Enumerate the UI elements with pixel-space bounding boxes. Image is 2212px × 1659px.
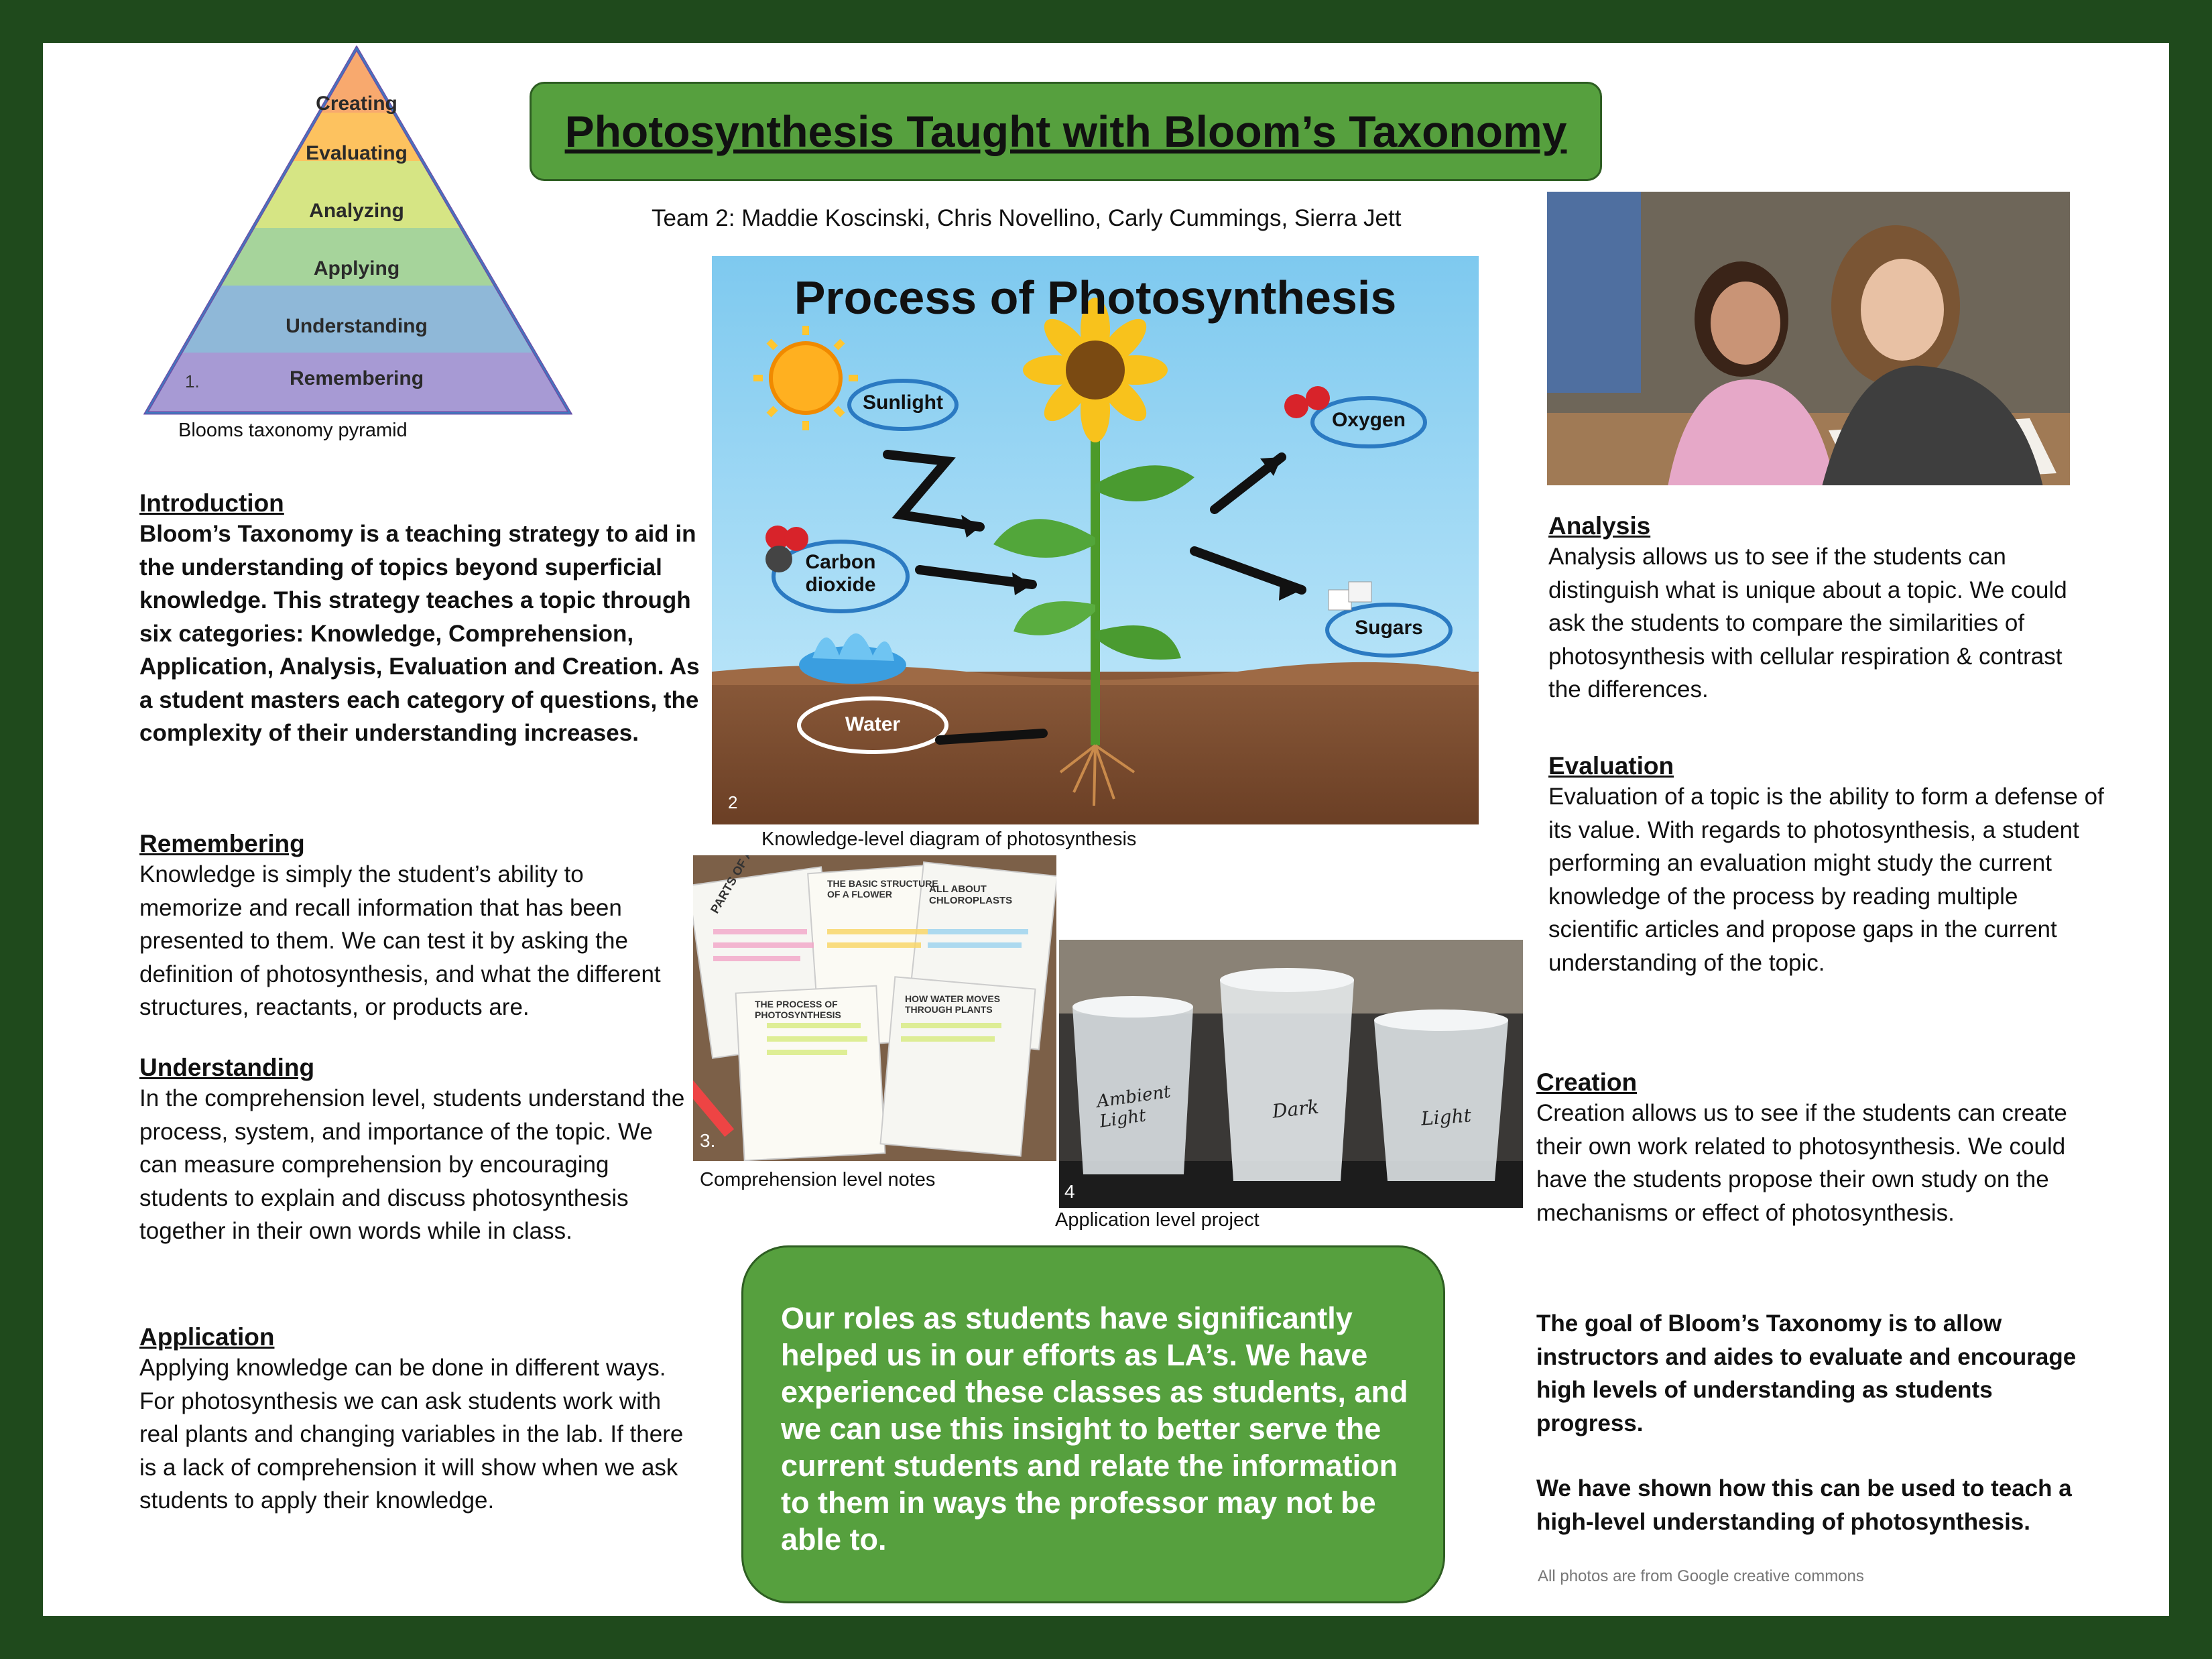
level-applying: Applying <box>313 257 400 280</box>
understanding-heading: Understanding <box>139 1054 315 1081</box>
level-evaluating: Evaluating <box>306 142 408 164</box>
photo-credits: All photos are from Google creative commons <box>1538 1567 1864 1585</box>
blooms-pyramid <box>143 46 572 418</box>
roles-text: Our roles as students have significantly helped us in our efforts as LA’s. We have experienced these classes as students, and we can use this insight to better serve the current students and relate the information to them in ways the professor may not be able to. <box>781 1301 1408 1556</box>
label-water: Water <box>845 713 901 735</box>
analysis-text: Analysis allows us to see if the students can distinguish what is unique about a topic. We could ask the students to compare the similarities of photosynthesis with cellular respiration & contrast the differences. <box>1548 544 2067 702</box>
creation-text: Creation allows us to see if the students can create their own work related to photosynthesis. We could have the students propose their own study on the mechanisms or effect of photosynthesis. <box>1536 1100 2067 1226</box>
pyramid-number: 1. <box>185 371 200 391</box>
level-creating: Creating <box>316 93 397 115</box>
application-project-photo <box>1059 940 1523 1208</box>
evaluation-heading: Evaluation <box>1548 752 1674 780</box>
sheet-title-chloroplasts: ALL ABOUT CHLOROPLASTS <box>929 883 1013 906</box>
poster-title: Photosynthesis Taught with Bloom’s Taxonomy <box>564 107 1567 156</box>
introduction-text: Bloom’s Taxonomy is a teaching strategy to aid in the understanding of topics beyond superficial knowledge. This strategy teaches a topic through six categories: Knowledge, Comprehension, Application, Analysis, Evaluation and Creation. As a student masters each category of questions, the complexity of their understanding increases. <box>139 521 700 746</box>
pyramid-caption: Blooms taxonomy pyramid <box>178 420 408 441</box>
notes-caption: Comprehension level notes <box>700 1169 936 1190</box>
level-analyzing: Analyzing <box>309 200 404 222</box>
label-carbon-dioxide <box>794 551 887 597</box>
comprehension-notes-photo <box>693 855 1056 1161</box>
introduction-heading: Introduction <box>139 489 284 517</box>
application-section <box>139 1323 696 1518</box>
label-carbon: Carbon <box>805 551 876 573</box>
label-oxygen: Oxygen <box>1331 409 1406 431</box>
sheet-title-flower: THE BASIC STRUCTURE OF A FLOWER <box>827 878 938 900</box>
application-text: Applying knowledge can be done in different ways. For photosynthesis we can ask students work with real plants and changing variables in the lab. If there is a lack of comprehension it will show when we ask students to apply their knowledge. <box>139 1355 684 1514</box>
sheet-title-water: HOW WATER MOVES THROUGH PLANTS <box>905 993 1001 1015</box>
teacher-student-photo <box>1547 192 2070 485</box>
label-sunlight: Sunlight <box>863 391 943 414</box>
label-dioxide: dioxide <box>805 574 876 596</box>
title-banner <box>530 82 1602 181</box>
creation-heading: Creation <box>1536 1068 1638 1096</box>
application-heading: Application <box>139 1323 275 1351</box>
remembering-heading: Remembering <box>139 830 305 857</box>
team-members: Team 2: Maddie Koscinski, Chris Novellino, Carly Cummings, Sierra Jett <box>652 205 1402 231</box>
cup-label-dark: Dark <box>1271 1095 1320 1123</box>
evaluation-text: Evaluation of a topic is the ability to form a defense of its value. With regards to photosynthesis, a student performing an evaluation might study the current knowledge of the process by reading multiple scientific articles and propose gaps in the current understanding of the topic. <box>1548 784 2104 976</box>
photosynthesis-diagram <box>712 256 1479 824</box>
diagram-title: Process of Photosynthesis <box>794 271 1397 324</box>
cups-caption: Application level project <box>1055 1209 1259 1231</box>
diagram-number: 2 <box>728 792 738 812</box>
cups-number: 4 <box>1064 1181 1075 1202</box>
goal-statement: The goal of Bloom’s Taxonomy is to allow instructors and aides to evaluate and encourage high levels of understanding as students progress. <box>1536 1310 2077 1436</box>
understanding-section <box>139 1054 689 1248</box>
roles-callout <box>741 1245 1445 1603</box>
diagram-caption: Knowledge-level diagram of photosynthesis <box>761 828 1137 850</box>
label-sugars: Sugars <box>1355 617 1423 639</box>
understanding-text: In the comprehension level, students understand the process, system, and importance of the topic. We can measure comprehension by encouraging students to explain and discuss photosynthesis together in their own words while in class. <box>139 1085 685 1244</box>
cup-label-light: Light <box>1420 1104 1472 1130</box>
remembering-section <box>139 830 689 1024</box>
sheet-title-process: THE PROCESS OF PHOTOSYNTHESIS <box>755 999 841 1020</box>
introduction-section <box>139 489 711 750</box>
analysis-heading: Analysis <box>1548 512 1651 540</box>
shown-statement: We have shown how this can be used to teach a high-level understanding of photosynthesis. <box>1536 1475 2072 1535</box>
notes-number: 3. <box>700 1130 716 1151</box>
remembering-text: Knowledge is simply the student’s ability to memorize and recall information that has been presented to them. We can test it by asking the definition of photosynthesis, and what the different structures, reactants, or products are. <box>139 861 661 1020</box>
evaluation-section <box>1548 752 2111 979</box>
creation-section <box>1536 1068 2099 1229</box>
analysis-section <box>1548 512 2085 706</box>
sun-icon <box>753 326 858 430</box>
cup-label-ambient: Ambient Light <box>1095 1081 1172 1132</box>
level-understanding: Understanding <box>286 315 428 337</box>
level-remembering: Remembering <box>289 367 424 389</box>
